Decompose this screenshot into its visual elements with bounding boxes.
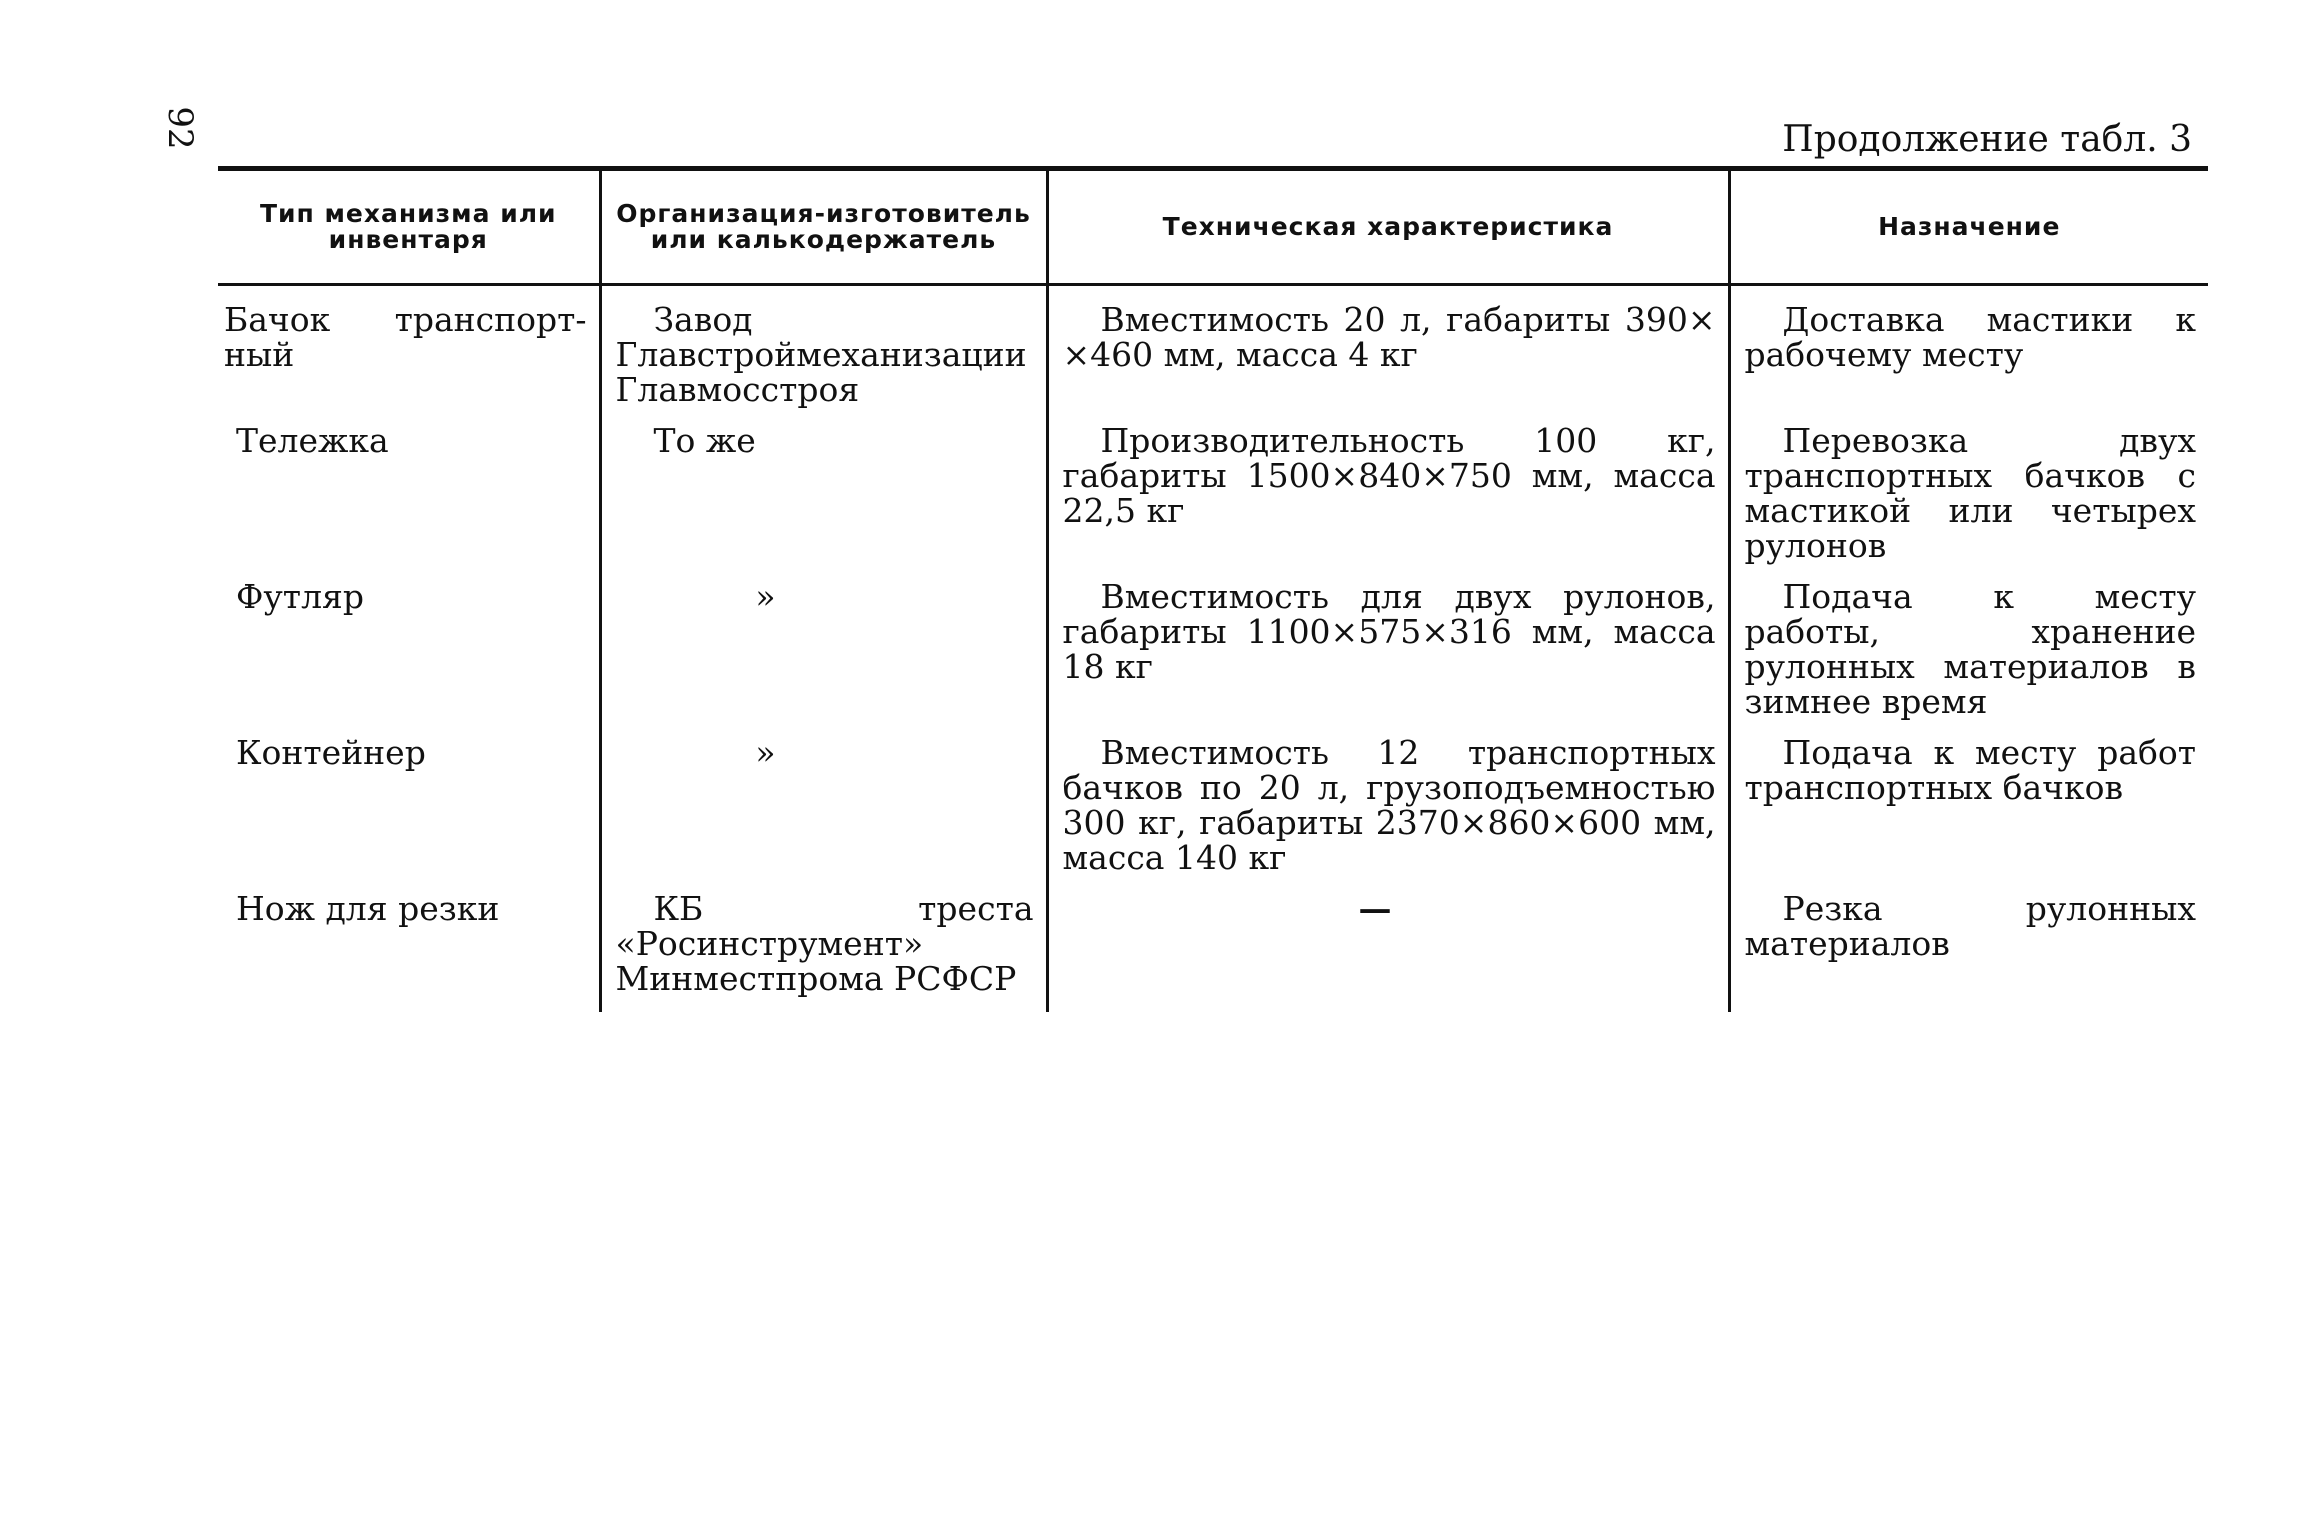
cell-purpose: Подача к месту работ транспортных бачков [1729, 735, 2208, 891]
header-spec: Техническая характеристика [1047, 169, 1729, 285]
cell-purpose: Подача к месту работы, хранение рулонных материалов в зимнее время [1729, 579, 2208, 735]
cell-maker: КБ треста «Росинструмент» Минместпрома РСФСР [600, 891, 1047, 1012]
cell-maker-ditto: » [600, 579, 1047, 735]
header-purpose: Назначение [1729, 169, 2208, 285]
cell-spec: Вместимость для двух рулонов, габариты 1100×575×316 мм, масса 18 кг [1047, 579, 1729, 735]
table-continuation-label: Продолжение табл. 3 [1782, 119, 2192, 160]
cell-purpose: Перевозка двух транспортных бачков с мастикой или четырех рулонов [1729, 423, 2208, 579]
page-number: 92 [160, 106, 200, 150]
cell-type: Бачок транспорт-ный [224, 300, 587, 374]
cell-type: Футляр [236, 577, 364, 616]
cell-spec: Вместимость 20 л, габариты 390× ×460 мм, масса 4 кг [1047, 285, 1729, 424]
table-row [218, 579, 2208, 735]
table-row [218, 891, 2208, 1012]
table-row [218, 423, 2208, 579]
header-type: Тип механизма или инвентаря [218, 169, 600, 285]
cell-maker-ditto: » [600, 735, 1047, 891]
cell-purpose: Доставка мастики к рабочему месту [1729, 285, 2208, 424]
table-row [218, 285, 2208, 424]
cell-type: Контейнер [236, 733, 426, 772]
table-header-row [218, 169, 2208, 285]
cell-type: Нож для резки [236, 889, 500, 928]
table-row [218, 735, 2208, 891]
cell-spec-dash: — [1047, 891, 1729, 1012]
cell-purpose: Резка рулонных материалов [1729, 891, 2208, 1012]
cell-maker: Завод Главстроймеханизации Главмосстроя [600, 285, 1047, 424]
cell-spec: Производительность 100 кг, габариты 1500×840×750 мм, масса 22,5 кг [1047, 423, 1729, 579]
header-maker: Организация-изготовитель или калькодержатель [600, 169, 1047, 285]
cell-maker: То же [600, 423, 1047, 579]
cell-spec: Вместимость 12 транспортных бачков по 20 л, грузоподъемностью 300 кг, габариты 2370×860×600 мм, масса 140 кг [1047, 735, 1729, 891]
equipment-table [218, 166, 2208, 1012]
cell-type: Тележка [236, 421, 389, 460]
